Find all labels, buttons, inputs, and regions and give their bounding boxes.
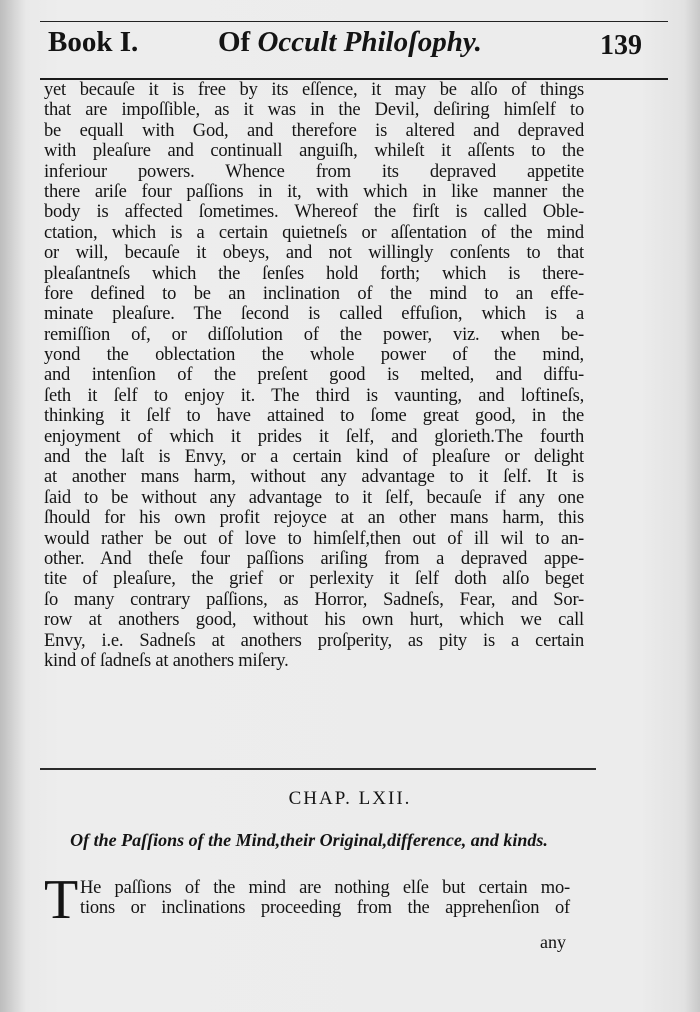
running-title-rest: Occult Philoſophy.: [257, 26, 482, 58]
chapter-rule: [40, 768, 596, 770]
catchword: any: [540, 932, 566, 952]
text-line: kind of ſadneſs at anothers miſery.: [44, 650, 289, 671]
text-line: ſo many contrary paſſions, as Horror, Sadneſs, Fear, and Sor-: [44, 589, 584, 610]
text-line: and intenſion of the preſent good is melted, and diffu-: [44, 365, 584, 386]
text-line: fore defined to be an inclination of the mind to an effe-: [44, 283, 584, 304]
text-line: that are impoſſible, as it was in the Devil, deſiring himſelf to: [44, 100, 584, 121]
text-line: remiſſion of, or diſſolution of the power, viz. when be-: [44, 324, 584, 345]
text-line: pleaſantneſs which the ſenſes hold forth; which is there-: [44, 263, 584, 284]
text-line: ſeth it ſelf to enjoy it. The third is vaunting, and loftineſs,: [44, 385, 584, 406]
book-label: Book I.: [48, 26, 139, 58]
running-title: [218, 26, 482, 59]
text-line: ctation, which is a certain quietneſs or aſſentation of the mind: [44, 222, 584, 243]
text-line: ſaid to be without any advantage to it ſelf, becauſe if any one: [44, 487, 584, 508]
text-line: yond the oblectation the whole power of the mind,: [44, 345, 584, 366]
text-line: at another mans harm, without any advantage to it ſelf. It is: [44, 467, 584, 488]
text-line: enjoyment of which it prides it ſelf, and glorieth.The fourth: [44, 426, 584, 447]
text-line: body is affected ſometimes. Whereof the firſt is called Oble-: [44, 202, 584, 223]
text-line: thinking it ſelf to have attained to ſome great good, in the: [44, 406, 584, 427]
text-line: yet becauſe it is free by its eſſence, it may be alſo of things: [44, 80, 584, 100]
text-line: inferiour powers. Whence from its depraved appetite: [44, 161, 584, 182]
chapter-title: CHAP. LXII.: [288, 788, 412, 809]
text-line: with pleaſure and continuall anguiſh, whileſt it aſſents to the: [44, 141, 584, 162]
text-line: Envy, i.e. Sadneſs at anothers proſperity, as pity is a certain: [44, 630, 584, 651]
running-title-of: Of: [218, 26, 251, 58]
body-text: [44, 80, 584, 671]
text-line: He paſſions of the mind are nothing elſe but certain mo-: [80, 878, 570, 898]
text-line: other. And theſe four paſſions ariſing from a depraved appe-: [44, 548, 584, 569]
text-line: and the laſt is Envy, or a certain kind of pleaſure or delight: [44, 447, 584, 468]
text-line: or will, becauſe it obeys, and not willingly conſents to that: [44, 243, 584, 264]
text-line: tions or inclinations proceeding from the apprehenſion of: [80, 898, 570, 919]
text-line: ſhould for his own profit rejoyce at an other mans harm, this: [44, 508, 584, 529]
chapter-opening-paragraph: [44, 869, 570, 931]
text-line: there ariſe four paſſions in it, with which in like manner the: [44, 181, 584, 202]
text-line: be equall with God, and therefore is altered and depraved: [44, 120, 584, 141]
text-line: row at anothers good, without his own hurt, which we call: [44, 610, 584, 631]
chapter-subtitle: Of the Paſſions of the Mind,their Original,difference, and kinds.: [70, 830, 548, 850]
running-header: [40, 24, 668, 72]
text-line: minate pleaſure. The ſecond is called effuſion, which is a: [44, 304, 584, 325]
page-number: 139: [600, 30, 642, 61]
drop-cap: T: [44, 869, 79, 931]
text-line: tite of pleaſure, the grief or perlexity it ſelf doth alſo beget: [44, 569, 584, 590]
text-line: would rather be out of love to himſelf,then out of ill wil to an-: [44, 528, 584, 549]
top-rule: [40, 21, 668, 22]
